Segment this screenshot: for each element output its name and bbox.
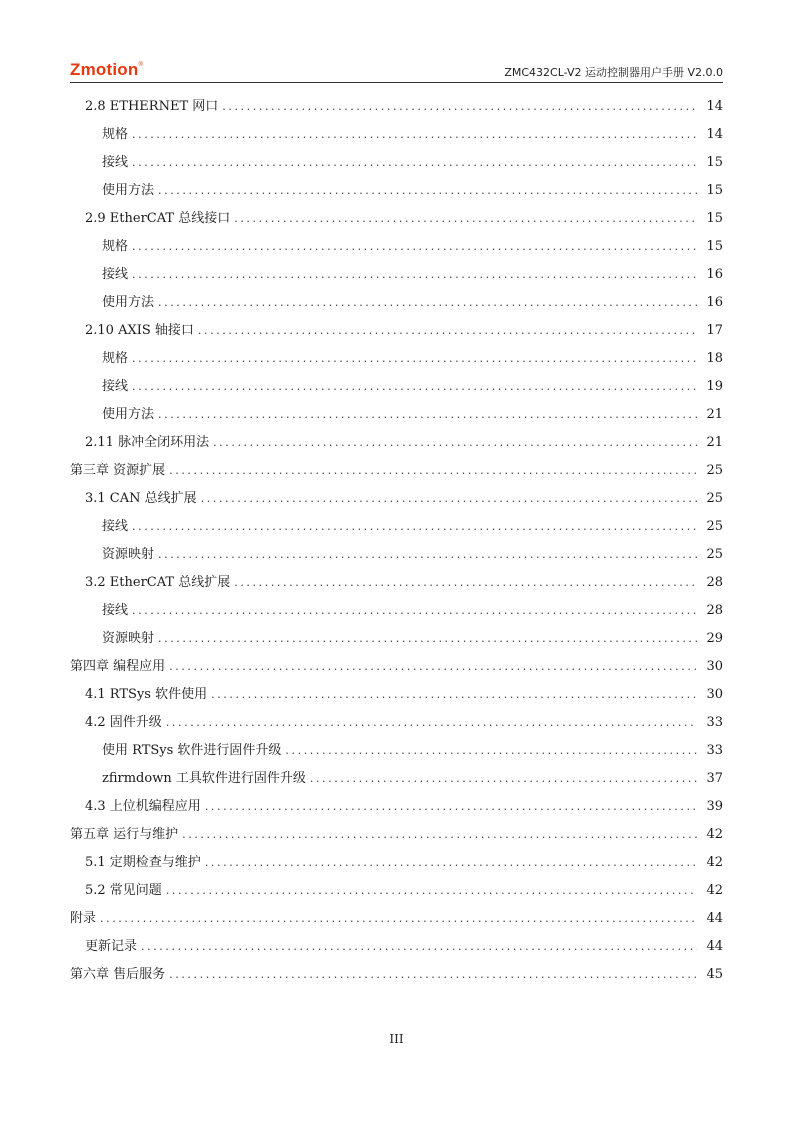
toc-entry[interactable] xyxy=(70,149,723,177)
toc-dot-leader xyxy=(132,597,697,625)
toc-dot-leader xyxy=(234,569,697,597)
toc-entry-page: 25 xyxy=(706,491,723,506)
toc-entry-page: 16 xyxy=(706,267,723,282)
toc-entry-label: 3.1 CAN 总线扩展 xyxy=(85,491,197,506)
toc-dot-leader xyxy=(158,401,697,429)
toc-entry[interactable] xyxy=(70,121,723,149)
toc-entry-label: 附录 xyxy=(70,911,97,926)
toc-entry[interactable] xyxy=(70,933,723,961)
toc-entry-label: 第六章 售后服务 xyxy=(70,967,166,982)
toc-entry-page: 18 xyxy=(706,351,723,366)
toc-dot-leader xyxy=(132,513,697,541)
toc-entry-page: 14 xyxy=(706,127,723,142)
toc-entry[interactable] xyxy=(70,709,723,737)
toc-entry-label: 接线 xyxy=(102,155,129,170)
toc-entry-page: 42 xyxy=(706,883,723,898)
toc-entry-label: 规格 xyxy=(102,351,129,366)
toc-entry[interactable] xyxy=(70,821,723,849)
toc-entry[interactable] xyxy=(70,541,723,569)
toc-entry[interactable] xyxy=(70,205,723,233)
toc-entry-label: 接线 xyxy=(102,267,129,282)
toc-entry-page: 25 xyxy=(706,463,723,478)
toc-dot-leader xyxy=(211,681,697,709)
toc-entry-page: 28 xyxy=(706,575,723,590)
logo-text: Zmotion xyxy=(70,60,139,79)
toc-entry-label: 4.2 固件升级 xyxy=(85,715,162,730)
toc-entry-label: 规格 xyxy=(102,127,129,142)
toc-entry[interactable] xyxy=(70,905,723,933)
toc-dot-leader xyxy=(132,149,697,177)
toc-entry[interactable] xyxy=(70,485,723,513)
page-number: III xyxy=(389,1032,404,1046)
toc-entry[interactable] xyxy=(70,317,723,345)
toc-dot-leader xyxy=(222,93,697,121)
toc-entry[interactable] xyxy=(70,961,723,989)
toc-entry-page: 30 xyxy=(706,659,723,674)
toc-entry-label: 5.1 定期检查与维护 xyxy=(85,855,201,870)
toc-entry-page: 33 xyxy=(706,743,723,758)
toc-dot-leader xyxy=(213,429,697,457)
toc-entry-page: 37 xyxy=(706,771,723,786)
toc-entry[interactable] xyxy=(70,793,723,821)
toc-entry[interactable] xyxy=(70,653,723,681)
document-title: ZMC432CL-V2 运动控制器用户手册 V2.0.0 xyxy=(504,66,723,79)
toc-entry-label: 使用方法 xyxy=(102,407,155,422)
toc-entry[interactable] xyxy=(70,345,723,373)
toc-entry[interactable] xyxy=(70,233,723,261)
toc-entry-page: 15 xyxy=(706,239,723,254)
toc-dot-leader xyxy=(205,793,697,821)
toc-dot-leader xyxy=(166,709,697,737)
toc-entry-label: 更新记录 xyxy=(85,939,138,954)
toc-entry-page: 17 xyxy=(706,323,723,338)
toc-entry[interactable] xyxy=(70,569,723,597)
toc-entry[interactable] xyxy=(70,681,723,709)
toc-entry[interactable] xyxy=(70,513,723,541)
toc-entry-page: 14 xyxy=(706,99,723,114)
toc-entry-label: 接线 xyxy=(102,379,129,394)
toc-entry-label: 第四章 编程应用 xyxy=(70,659,166,674)
toc-entry-label: 第五章 运行与维护 xyxy=(70,827,179,842)
toc-dot-leader xyxy=(158,289,697,317)
toc-dot-leader xyxy=(169,961,697,989)
toc-dot-leader xyxy=(141,933,697,961)
toc-entry-page: 19 xyxy=(706,379,723,394)
toc-entry-page: 25 xyxy=(706,519,723,534)
toc-entry[interactable] xyxy=(70,849,723,877)
toc-entry-label: 5.2 常见问题 xyxy=(85,883,162,898)
toc-entry[interactable] xyxy=(70,373,723,401)
toc-entry-label: 规格 xyxy=(102,239,129,254)
toc-entry-page: 44 xyxy=(706,911,723,926)
toc-entry-page: 45 xyxy=(706,967,723,982)
toc-entry[interactable] xyxy=(70,625,723,653)
toc-entry-label: 使用方法 xyxy=(102,295,155,310)
toc-dot-leader xyxy=(169,457,697,485)
toc-entry-label: 接线 xyxy=(102,603,129,618)
toc-dot-leader xyxy=(198,317,697,345)
toc-entry-label: 2.8 ETHERNET 网口 xyxy=(85,99,219,114)
toc-entry[interactable] xyxy=(70,261,723,289)
registered-mark: ® xyxy=(138,62,144,68)
toc-entry-page: 44 xyxy=(706,939,723,954)
toc-entry-page: 15 xyxy=(706,155,723,170)
toc-entry-label: 使用方法 xyxy=(102,183,155,198)
toc-entry-page: 29 xyxy=(706,631,723,646)
toc-entry[interactable] xyxy=(70,289,723,317)
toc-entry[interactable] xyxy=(70,429,723,457)
toc-entry-label: 使用 RTSys 软件进行固件升级 xyxy=(102,743,282,758)
toc-entry-page: 42 xyxy=(706,827,723,842)
toc-entry-label: 4.3 上位机编程应用 xyxy=(85,799,201,814)
toc-entry-page: 15 xyxy=(706,211,723,226)
page-header xyxy=(70,58,723,83)
toc-dot-leader xyxy=(132,233,697,261)
toc-entry-page: 21 xyxy=(706,407,723,422)
toc-entry-label: 资源映射 xyxy=(102,631,155,646)
toc-entry-label: 第三章 资源扩展 xyxy=(70,463,166,478)
toc-entry-label: 2.11 脉冲全闭环用法 xyxy=(85,435,210,450)
toc-dot-leader xyxy=(158,177,697,205)
toc-dot-leader xyxy=(285,737,697,765)
toc-entry-label: zfirmdown 工具软件进行固件升级 xyxy=(102,771,306,786)
toc-dot-leader xyxy=(205,849,697,877)
toc-entry-page: 30 xyxy=(706,687,723,702)
toc-entry[interactable] xyxy=(70,597,723,625)
toc-entry-label: 4.1 RTSys 软件使用 xyxy=(85,687,208,702)
toc-entry-page: 39 xyxy=(706,799,723,814)
toc-entry[interactable] xyxy=(70,737,723,765)
toc-dot-leader xyxy=(132,345,697,373)
toc-entry[interactable] xyxy=(70,177,723,205)
toc-entry-page: 16 xyxy=(706,295,723,310)
toc-entry-page: 25 xyxy=(706,547,723,562)
toc-dot-leader xyxy=(201,485,697,513)
toc-dot-leader xyxy=(100,905,697,933)
toc-dot-leader xyxy=(158,541,697,569)
toc-entry-label: 接线 xyxy=(102,519,129,534)
toc-entry[interactable] xyxy=(70,457,723,485)
toc-entry-label: 3.2 EtherCAT 总线扩展 xyxy=(85,575,231,590)
toc-entry-label: 2.10 AXIS 轴接口 xyxy=(85,323,194,338)
toc-entry-page: 28 xyxy=(706,603,723,618)
toc-dot-leader xyxy=(169,653,697,681)
toc-dot-leader xyxy=(158,625,697,653)
toc-entry-page: 33 xyxy=(706,715,723,730)
toc-entry[interactable] xyxy=(70,401,723,429)
toc-entry[interactable] xyxy=(70,93,723,121)
toc-dot-leader xyxy=(166,877,697,905)
toc-entry-page: 21 xyxy=(706,435,723,450)
toc-entry-page: 15 xyxy=(706,183,723,198)
toc-entry[interactable] xyxy=(70,877,723,905)
toc-dot-leader xyxy=(182,821,697,849)
toc-dot-leader xyxy=(310,765,697,793)
toc-dot-leader xyxy=(132,121,697,149)
toc-entry-page: 42 xyxy=(706,855,723,870)
table-of-contents xyxy=(70,93,723,989)
toc-dot-leader xyxy=(234,205,697,233)
toc-entry-label: 2.9 EtherCAT 总线接口 xyxy=(85,211,231,226)
toc-dot-leader xyxy=(132,261,697,289)
zmotion-logo xyxy=(70,60,143,80)
toc-entry[interactable] xyxy=(70,765,723,793)
toc-dot-leader xyxy=(132,373,697,401)
toc-entry-label: 资源映射 xyxy=(102,547,155,562)
